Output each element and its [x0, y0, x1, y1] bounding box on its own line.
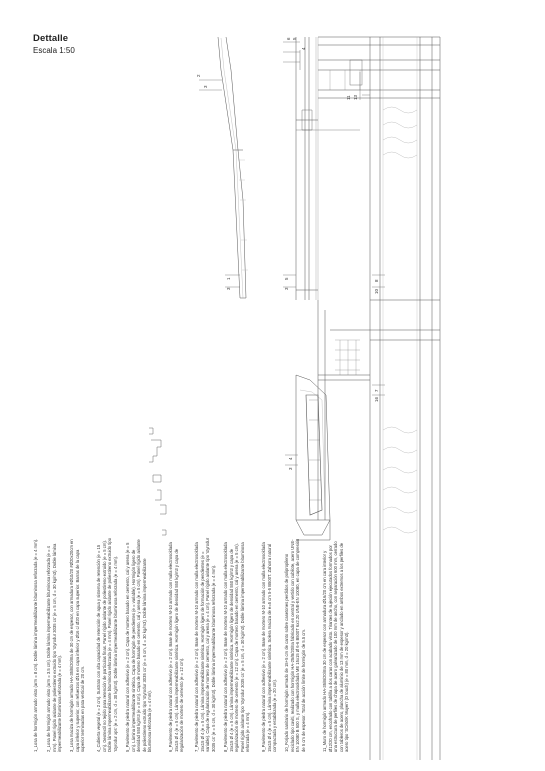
note-11: 11_Muro de hormigón armado HA-35/B/20/IIIa 30 cm de espesor con armadura Ø16/20 cm en cara interior y Ø12/20 cm, encofrado con tablilla a dos caras con acabado visto. Tirantes de sujeción ejecutados formados por una estructura de perfiles de chapa de acero galvanizado de 100 mm de ancho, con separación 600 mm, cerrado con tableros de acero, plancha de aluminio de 13 mm de espesor y anclado en ambos extremos a los perfiles de acero tipo 'SC/60/K Muyen' (D touch) (e = 80 mm, d = 20 kg/m3). [322, 541, 350, 752]
note-1: 1_Losa de hormigón armado visto (arm = 8 cm). Doble lámina impermeabilizante bituminosa reforzada (e = 4 mm). [33, 538, 38, 752]
note-9: 9_Pavimento de piedra natural con adhesivo (e = 2 cm). Base de mortero M-10 armado con malla electrosoldada 15x15 Ø 4 (e = 5 cm). Lámina impermeabilizante sintética. Solera maciza de e=5 cm 5-5 B500T. Zahorra natural compactada y estabilizada (e = 20 cm). [261, 542, 278, 752]
note-8: 8_Pavimento de piedra natural con adhesivo (e = 2 cm). Base de mortero M-10 armado con malla electrosoldada 15x15 Ø 4 (e = 5 cm). Lámina impermeabilizante sintética. Hormigón ligero de densidad 550 kg/m3 y capa de regularización de mortero de cemento (e = 12 cm). Capa de mortero basado en cemento, cal y arena (e = 5 cm). Panel rígido aislante tipo 'styrodur 3035 cs' (e = 5 cm, d = 30 kg/m3). Doble lámina impermeabilizante bituminosa reforzada (e = 4 mm). [223, 542, 251, 752]
scale-label: Escala 1:50 [33, 46, 75, 55]
leader-lines [199, 42, 385, 465]
note-6: 6_Pavimento de piedra natural con adhesivo (e = 2 cm). Base de mortero M-10 armado con malla electrosoldada 15x15 Ø 4 (e = 5 cm). Lámina impermeabilizante sintética. Hormigón ligero de densidad 550 kg/m3 y capa de regularización de mortero de cemento (e = 12 cm). [168, 542, 185, 752]
note-7: 7_Pavimento de piedra natural con adhesivo (e = 2 cm). Base de mortero M-10 armado con malla electrosoldada 15x15 Ø 4 (e = 5 cm). Lámina impermeabilizante sintética. Hormigón ligero de formación de pendientes (e = variable). Capa de regularización de mortero de cemento, cal y arena (e = 4 cm). Panel rígido aislante tipo 'styrodur 3035 cs' (e = 5 cm, d = 30 kg/m3). Doble lámina impermeabilizante bituminosa reforzada (e = 4 mm). [194, 537, 216, 752]
right-layers [370, 37, 440, 760]
small-stair-detail [149, 428, 166, 535]
tag-label: 2 [196, 74, 201, 77]
tag-label: 8 [374, 279, 379, 282]
note-5: 5_Pavimento de piedra natural con adhesivo (e = 2 cm). Capa de mortero basado en cemento, cal y arena (e = 5 cm). Lámina impermeabilizante sintética. Capa de hormigón de pendientes (e = variable). Hormigón ligero de densidad 550 kg/m3 (e = 8 cm). Capa de mortero basado en cemento, cal y arena (e = 5 cm). Panel rígido aislante de poliestireno extruido tipo 'styrodur 3035 cs' (e = 5 cm, d = 30 kg/m3). Doble lámina impermeabilizante bituminosa reforzada (e = 4 mm). [125, 539, 153, 752]
tag-label: 3 [288, 467, 293, 470]
tag-label: 13 [353, 94, 358, 100]
tag-label: 4 [301, 47, 306, 50]
note-3: 3_Losa maciza de hormigón armado HA-35/B/20/IIIa de 30 cm de espesor, con armadura #Ø10/20 #Ø20x20cm en capa inferior y superior, con refuerzos Ø16 en capa inferior y Ø16 c/ Ø20 en capa superior. Barras de la capa superior terminadas en pata vertical de 20 cm. [69, 539, 86, 752]
tag-label: 10 [374, 288, 379, 294]
main-section-column [296, 37, 318, 300]
page-title: Dettalle [33, 33, 69, 44]
tag-label: 4 [288, 457, 293, 460]
tag-label: 16 [374, 396, 379, 402]
tag-label: 5 [292, 37, 297, 40]
note-4: 4_Cubierta vegetal (e = 2 cm). Sustrato con alta capacidad de retención de agua y sistema de retención (e = 15 cm). Geotextil no tejido para retención de partículas finas. Panel rígido aislante de poliestireno extruido (e = 5 cm). Doble lámina impermeabilizante bituminosa reforzada (e = 4 mm). Panel rígido aislante de poliestireno extruido tipo 'styrodur xps' (e = 2 cm, d = 30 kg/m3). Doble lámina impermeabilizante bituminosa reforzada (e = 4 mm). [96, 537, 118, 752]
tag-label: 1 [226, 277, 231, 280]
tag-labels [196, 37, 379, 470]
top-slab [318, 37, 440, 98]
middle-assembly [318, 300, 370, 520]
tag-label: 6 [286, 37, 291, 40]
tag-label: 5 [284, 277, 289, 280]
tag-label: 11 [346, 95, 351, 100]
note-2: 2_Losa de hormigón armado visto (arm = 3.5 cm). Doble lámina impermeabilizante bituminosa reforzada (e = 4 mm). Panel rígido aislante de poliestireno extruido tipo 'styrodur 3035 cs' (e = 5 cm, d = 30 kg/m3). Doble lámina impermeabilizante bituminosa reforzada (e = 4 mm). [46, 543, 63, 752]
tag-label: 3 [203, 85, 208, 88]
tag-label: 3 [226, 287, 231, 290]
upper-slanted-wall [218, 37, 248, 298]
note-10: 10_Forjado sanitario de hormigón armado de 15+5 cm de canto sobre casetones perdidos de polipropileno reciclado tipo caviti, realizado con hormigón HA-25/B/20/IIa fabricado en central y vertido con cubilote, acero UNE-EN 10080 B 500 S, y malla electrosoldada ME 15x15 Ø 6-6 B500T 6x2.20 UNE-EN 10080, en capa de compresión de 5 cm de espesor. Total de acción límite de hormigón de 5.5 cm. [284, 538, 306, 752]
tag-label: 3 [284, 287, 289, 290]
tag-label: 7 [374, 389, 379, 392]
